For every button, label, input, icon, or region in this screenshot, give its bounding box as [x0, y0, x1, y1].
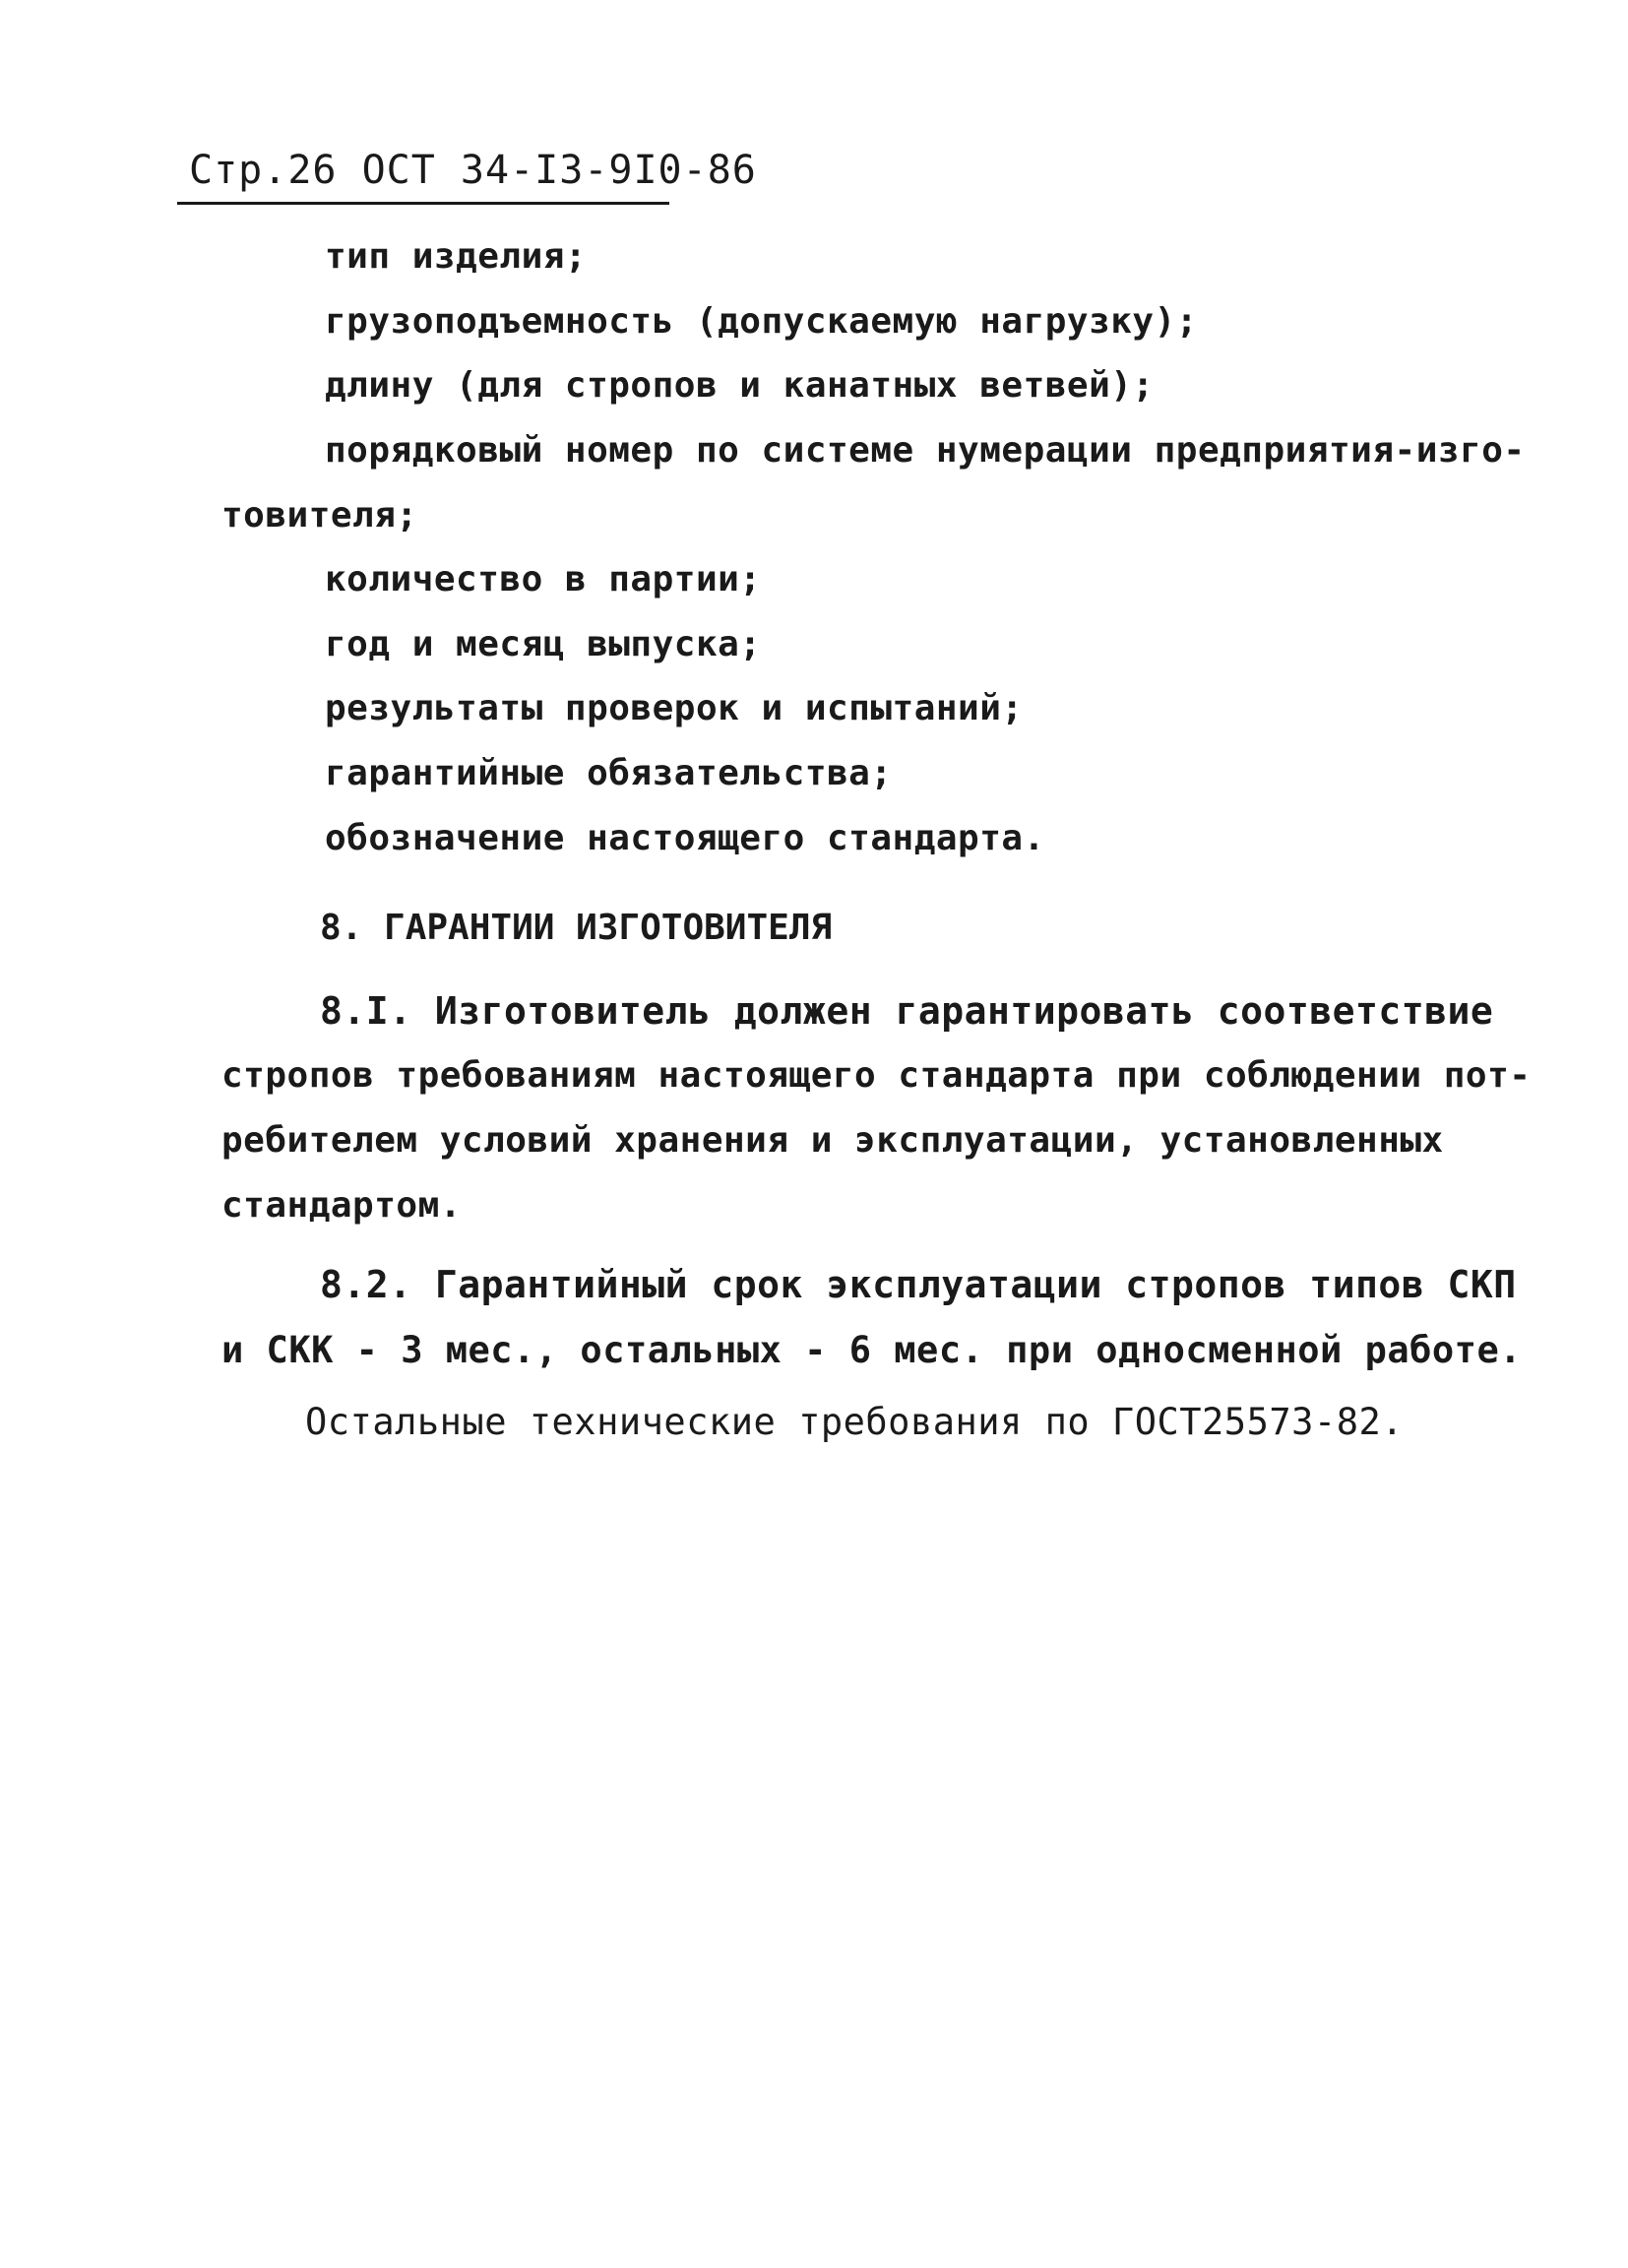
closing-line: Остальные технические требования по ГОСТ25573-82.	[305, 1401, 1405, 1443]
section-heading: 8. ГАРАНТИИ ИЗГОТОВИТЕЛЯ	[320, 908, 833, 948]
header-underline	[177, 202, 669, 205]
list-item: год и месяц выпуска;	[325, 624, 762, 664]
list-item: порядковый номер по системе нумерации предприятия-изго-	[325, 430, 1526, 471]
list-item: товителя;	[221, 495, 418, 536]
page-header: Стр.26 ОСТ 34-I3-9I0-86	[189, 148, 757, 193]
paragraph-line: 8.I. Изготовитель должен гарантировать соответствие	[320, 989, 1494, 1033]
list-item: тип изделия;	[325, 236, 588, 277]
list-item: количество в партии;	[325, 559, 762, 599]
paragraph-line: ребителем условий хранения и эксплуатации, установленных	[221, 1120, 1444, 1161]
list-item: длину (для стропов и канатных ветвей);	[325, 365, 1155, 406]
paragraph-line: и СКК - 3 мес., остальных - 6 мес. при односменной работе.	[221, 1329, 1523, 1371]
list-item: гарантийные обязательства;	[325, 753, 893, 793]
paragraph-line: стандартом.	[221, 1185, 462, 1226]
paragraph-line: 8.2. Гарантийный срок эксплуатации стропов типов СКП	[320, 1263, 1517, 1306]
list-item: обозначение настоящего стандарта.	[325, 818, 1045, 858]
paragraph-line: стропов требованиям настоящего стандарта при соблюдении пот-	[221, 1055, 1532, 1096]
list-item: грузоподъемность (допускаемую нагрузку);	[325, 301, 1198, 342]
list-item: результаты проверок и испытаний;	[325, 688, 1024, 728]
